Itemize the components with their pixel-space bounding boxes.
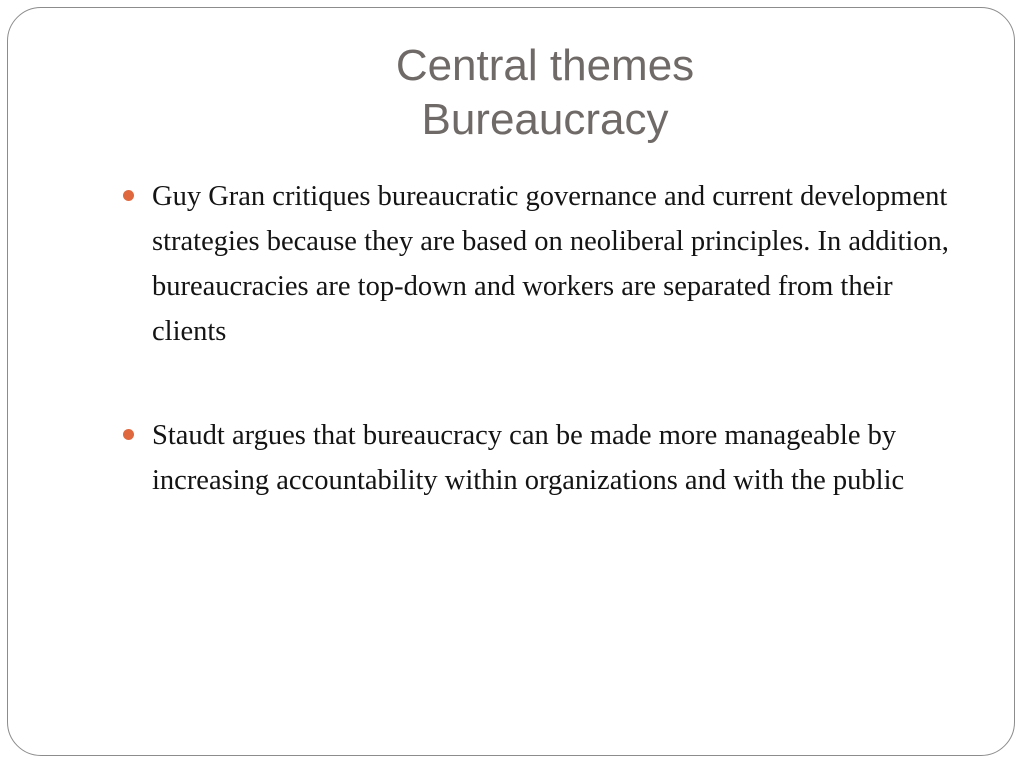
bullet-dot-icon	[123, 190, 134, 201]
slide-title	[8, 39, 1024, 147]
bullet-dot-icon	[123, 429, 134, 440]
bullet-text: Guy Gran critiques bureaucratic governance and current development strategies because they are based on neoliberal principles. In addition, bureaucracies are top-down and workers are separated from their clients	[152, 181, 949, 347]
bullet-item-gran	[120, 174, 970, 354]
title-line-1: Central themes	[395, 41, 695, 90]
bullet-list	[120, 174, 970, 503]
bullet-text: Staudt argues that bureaucracy can be made more manageable by increasing accountability within organizations and with the public	[152, 420, 905, 496]
bullet-item-staudt	[120, 413, 970, 503]
title-line-2: Bureaucracy	[421, 95, 669, 144]
slide-frame	[7, 7, 1015, 756]
